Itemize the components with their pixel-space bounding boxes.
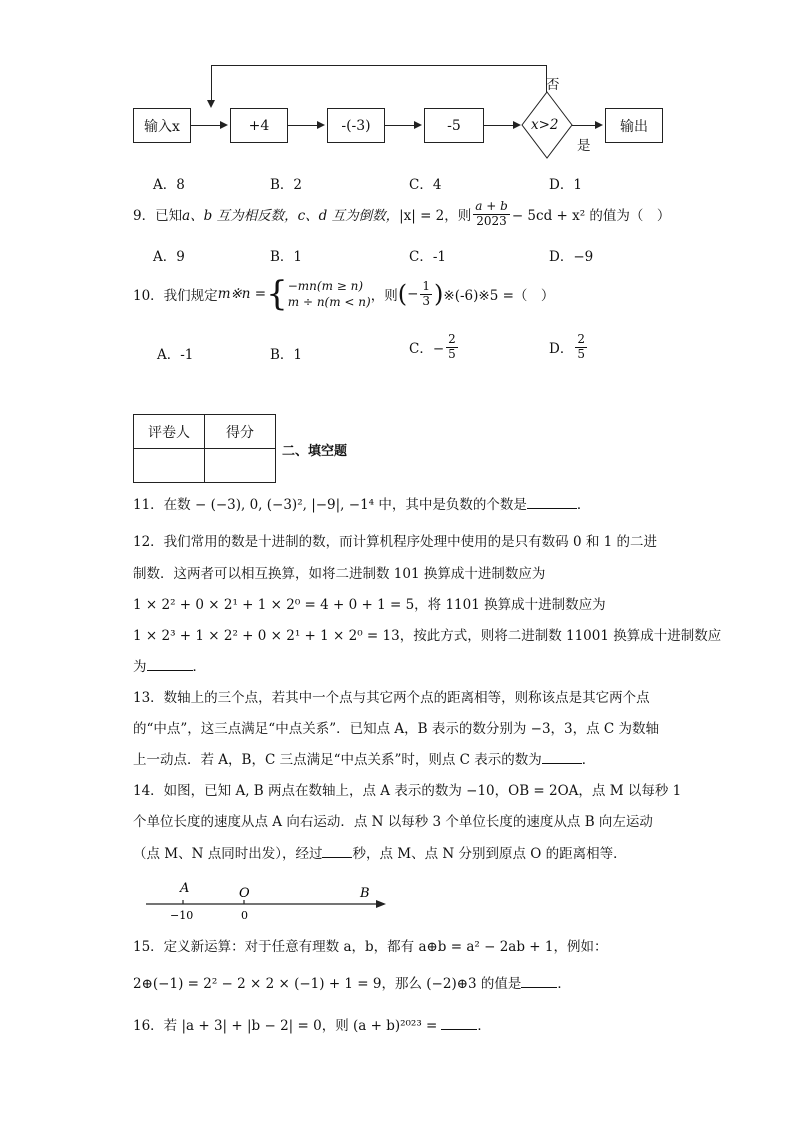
q15-line-1: 15．定义新运算：对于任意有理数 a，b，都有 a⊕b = a² − 2ab + 1，例如： xyxy=(133,939,608,955)
q16-question xyxy=(133,1014,491,1034)
q8-option-c: C．4 xyxy=(409,177,442,193)
q10-option-d-fraction xyxy=(575,333,587,362)
q12-line-4: 1 × 2³ + 1 × 2² + 0 × 2¹ + 1 × 2⁰ = 13，按此方式，则将二进制数 11001 换算成十进制数应 xyxy=(133,628,722,644)
flow-step-box-1 xyxy=(230,108,288,143)
numberline-label-a: A xyxy=(180,881,190,896)
answer-blank[interactable] xyxy=(527,496,577,509)
flow-arrow xyxy=(595,121,603,129)
answer-blank[interactable] xyxy=(441,1017,477,1030)
q10-option-d-prefix: D． xyxy=(549,341,574,358)
flow-step-box-3 xyxy=(424,108,484,143)
answer-blank[interactable] xyxy=(521,975,557,988)
q13-line-2: 的“中点”，这三点满足“中点关系”．已知点 A，B 表示的数分别为 −3，3，点 C 为数轴 xyxy=(133,721,660,737)
q9-option-d: D．−9 xyxy=(549,249,594,265)
flow-output-box xyxy=(605,108,663,143)
flow-connector xyxy=(191,125,221,126)
q15-line-2 xyxy=(133,972,571,992)
loop-line-top xyxy=(211,65,547,66)
q8-option-a: A．8 xyxy=(153,177,185,193)
flow-connector xyxy=(288,125,318,126)
period: ． xyxy=(477,1018,491,1034)
q14-line-1: 14．如图，已知 A, B 两点在数轴上，点 A 表示的数为 −10，OB = 2OA，点 M 以每秒 1 xyxy=(133,783,682,799)
flow-arrow xyxy=(513,121,521,129)
period: ． xyxy=(192,659,206,675)
flow-connector xyxy=(484,125,514,126)
q10-option-d xyxy=(549,333,589,362)
q10-piecewise xyxy=(288,278,371,310)
q10-fraction xyxy=(420,280,432,309)
q10-prefix: 10．我们规定 xyxy=(133,288,218,304)
q10-op: m※n = xyxy=(217,286,267,302)
q12-line-5 xyxy=(133,655,206,675)
q9-question xyxy=(133,200,670,229)
numberline-label-o: O xyxy=(239,886,250,901)
q10-option-a: A．-1 xyxy=(157,347,194,363)
q10-paren-close: ) xyxy=(434,280,444,308)
q10-option-c-prefix: C．− xyxy=(409,341,445,358)
fraction-numerator: 2 xyxy=(448,332,456,346)
q9-prefix: 9．已知 xyxy=(133,208,183,225)
flow-step-label: +4 xyxy=(248,117,270,134)
number-line xyxy=(140,878,400,928)
q10-case-2: m ÷ n(m < n) xyxy=(287,295,371,309)
fraction-denominator: 5 xyxy=(577,346,585,361)
q10-paren-open: ( xyxy=(397,280,408,308)
flow-arrow xyxy=(414,121,422,129)
score-table xyxy=(133,414,276,483)
q12-line-3: 1 × 2² + 0 × 2¹ + 1 × 2⁰ = 4 + 0 + 1 = 5，将 1101 换算成十进制数应为 xyxy=(133,597,606,613)
flow-input-box xyxy=(133,108,191,143)
flow-yes-label: 是 xyxy=(577,138,591,154)
q8-option-d: D．1 xyxy=(549,177,582,193)
flow-input-label: 输入x xyxy=(144,118,180,135)
q10-expr-tail: ※(-6)※5 =（ ） xyxy=(443,288,555,304)
q16-text: 16．若 |a + 3| + |b − 2| = 0，则 (a + b)²⁰²³ = xyxy=(133,1018,438,1034)
q14-line-3 xyxy=(133,842,627,862)
flow-step-box-2 xyxy=(327,108,385,143)
flow-decision-label: x>2 xyxy=(531,117,559,133)
q12-line-5-text: 为 xyxy=(133,659,147,675)
q10-mid: ，则 xyxy=(370,288,398,304)
q10-option-c-fraction xyxy=(446,333,458,362)
flow-connector xyxy=(385,125,415,126)
q10-brace: { xyxy=(266,274,288,314)
q9-option-c: C．-1 xyxy=(409,249,446,265)
q9-tail: − 5cd + x² 的值为（ ） xyxy=(511,208,671,225)
flow-output-label: 输出 xyxy=(620,118,648,135)
q9-abs: |x| = 2，则 xyxy=(399,208,472,225)
q13-line-3 xyxy=(133,748,595,768)
q10-option-c xyxy=(409,333,460,362)
loop-line-left xyxy=(211,65,212,101)
flow-no-label: 否 xyxy=(546,77,560,93)
q10-case-1: −mn(m ≥ n) xyxy=(287,278,364,293)
score-table-reviewer-header: 评卷人 xyxy=(134,415,205,449)
q9-fraction-denominator: 2023 xyxy=(476,213,507,228)
q9-fraction-numerator: a + b xyxy=(475,199,508,213)
q15-line-2-text: 2⊕(−1) = 2² − 2 × 2 × (−1) + 1 = 9，那么 (−2)⊕3 的值是 xyxy=(133,976,522,992)
q14-line-3a: （点 M、N 点同时出发），经过 xyxy=(133,846,323,862)
q10-option-b: B．1 xyxy=(270,347,303,363)
q9-text1: a、b 互为相反数，c、d 互为倒数， xyxy=(182,208,400,225)
period: ． xyxy=(581,752,596,768)
numberline-tick-0: 0 xyxy=(241,909,248,922)
fraction-numerator: 2 xyxy=(577,332,585,346)
q10-minus: − xyxy=(407,286,419,302)
flow-arrow xyxy=(317,121,325,129)
q11-question xyxy=(133,493,590,513)
numberline-label-b: B xyxy=(360,886,370,901)
period: ． xyxy=(576,497,591,513)
flow-arrow xyxy=(220,121,228,129)
flow-step-label: -(-3) xyxy=(341,117,371,134)
q13-line-3-text: 上一动点．若 A，B，C 三点满足“中点关系”时，则点 C 表示的数为 xyxy=(133,752,542,768)
period: ． xyxy=(557,976,571,992)
flow-connector xyxy=(572,125,596,126)
q11-text: 11．在数 − (−3), 0, (−3)², |−9|, −1⁴ 中，其中是负数的个数是 xyxy=(133,497,527,513)
q10-question xyxy=(133,274,555,314)
answer-blank[interactable] xyxy=(322,845,352,858)
loop-arrow-head xyxy=(207,100,215,108)
score-table-score-header: 得分 xyxy=(205,415,276,449)
numberline-tick-neg10: −10 xyxy=(170,909,194,922)
q13-line-1: 13．数轴上的三个点，若其中一个点与其它两个点的距离相等，则称该点是其它两个点 xyxy=(133,690,650,706)
q8-option-b: B．2 xyxy=(270,177,303,193)
q9-option-b: B．1 xyxy=(270,249,303,265)
score-table-score-cell[interactable] xyxy=(205,449,276,483)
fraction-denominator: 5 xyxy=(448,346,456,361)
q9-fraction xyxy=(473,200,510,229)
q9-option-a: A．9 xyxy=(153,249,185,265)
answer-blank[interactable] xyxy=(542,751,582,764)
q12-line-1: 12．我们常用的数是十进制的数，而计算机程序处理中使用的是只有数码 0 和 1 的二进 xyxy=(133,534,658,550)
q10-fraction-denominator: 3 xyxy=(422,293,431,308)
q10-fraction-numerator: 1 xyxy=(422,278,431,293)
answer-blank[interactable] xyxy=(147,658,193,671)
section-title: 二、填空题 xyxy=(282,444,348,459)
q14-line-3b: 秒，点 M、点 N 分别到原点 O 的距离相等． xyxy=(352,846,627,862)
score-table-reviewer-cell[interactable] xyxy=(134,449,205,483)
flow-step-label: -5 xyxy=(447,117,461,134)
q14-line-2: 个单位长度的速度从点 A 向右运动．点 N 以每秒 3 个单位长度的速度从点 B 向左运动 xyxy=(133,814,653,830)
q12-line-2: 制数．这两者可以相互换算，如将二进制数 101 换算成十进制数应为 xyxy=(133,566,546,582)
